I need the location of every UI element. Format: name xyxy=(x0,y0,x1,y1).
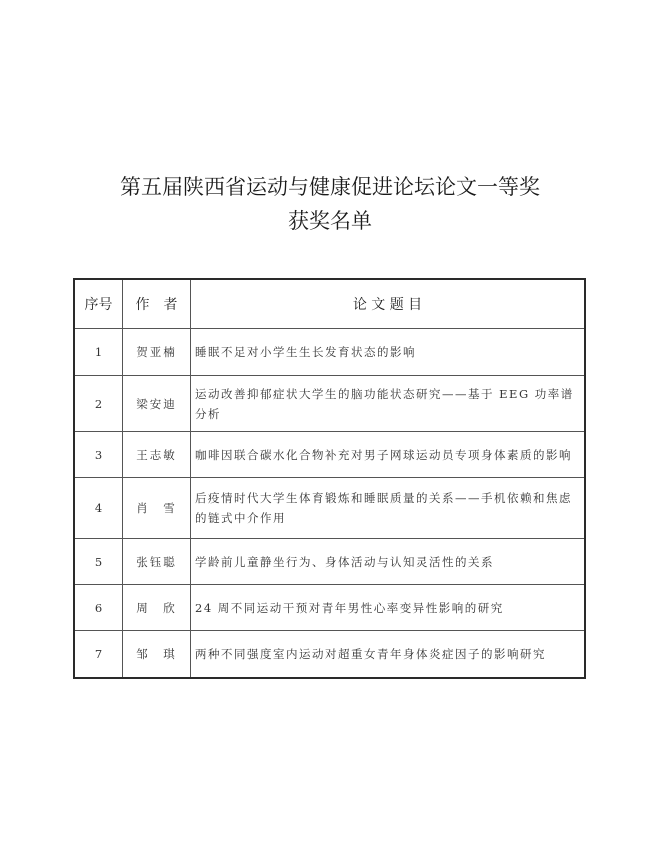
row-author: 王志敏 xyxy=(123,432,191,478)
row-paper-title: 后疫情时代大学生体育锻炼和睡眠质量的关系——手机依赖和焦虑的链式中介作用 xyxy=(191,478,586,539)
row-paper-title: 两种不同强度室内运动对超重女青年身体炎症因子的影响研究 xyxy=(191,631,586,678)
row-paper-title: 24 周不同运动干预对青年男性心率变异性影响的研究 xyxy=(191,585,586,631)
row-author: 张钰聪 xyxy=(123,539,191,585)
table-row xyxy=(74,478,585,539)
row-number: 2 xyxy=(74,376,123,432)
row-number: 7 xyxy=(74,631,123,678)
table-row xyxy=(74,329,585,376)
row-paper-title: 睡眠不足对小学生生长发育状态的影响 xyxy=(191,329,586,376)
document-title: 第五届陕西省运动与健康促进论坛论文一等奖 xyxy=(120,175,540,199)
table-header-row xyxy=(74,279,585,329)
award-table xyxy=(73,278,586,679)
table-row xyxy=(74,432,585,478)
header-number: 序号 xyxy=(74,279,123,329)
table-row xyxy=(74,376,585,432)
row-author: 周 欣 xyxy=(123,585,191,631)
row-paper-title: 学龄前儿童静坐行为、身体活动与认知灵活性的关系 xyxy=(191,539,586,585)
row-author: 肖 雪 xyxy=(123,478,191,539)
row-number: 4 xyxy=(74,478,123,539)
header-author: 作 者 xyxy=(123,279,191,329)
table-row xyxy=(74,539,585,585)
row-number: 1 xyxy=(74,329,123,376)
header-paper-title: 论 文 题 目 xyxy=(191,279,586,329)
row-author: 邹 琪 xyxy=(123,631,191,678)
row-paper-title: 咖啡因联合碳水化合物补充对男子网球运动员专项身体素质的影响 xyxy=(191,432,586,478)
document-subtitle: 获奖名单 xyxy=(288,209,372,233)
row-number: 3 xyxy=(74,432,123,478)
row-number: 5 xyxy=(74,539,123,585)
table-row xyxy=(74,631,585,678)
table-row xyxy=(74,585,585,631)
row-paper-title: 运动改善抑郁症状大学生的脑功能状态研究——基于 EEG 功率谱分析 xyxy=(191,376,586,432)
row-author: 梁安迪 xyxy=(123,376,191,432)
row-number: 6 xyxy=(74,585,123,631)
row-author: 贺亚楠 xyxy=(123,329,191,376)
